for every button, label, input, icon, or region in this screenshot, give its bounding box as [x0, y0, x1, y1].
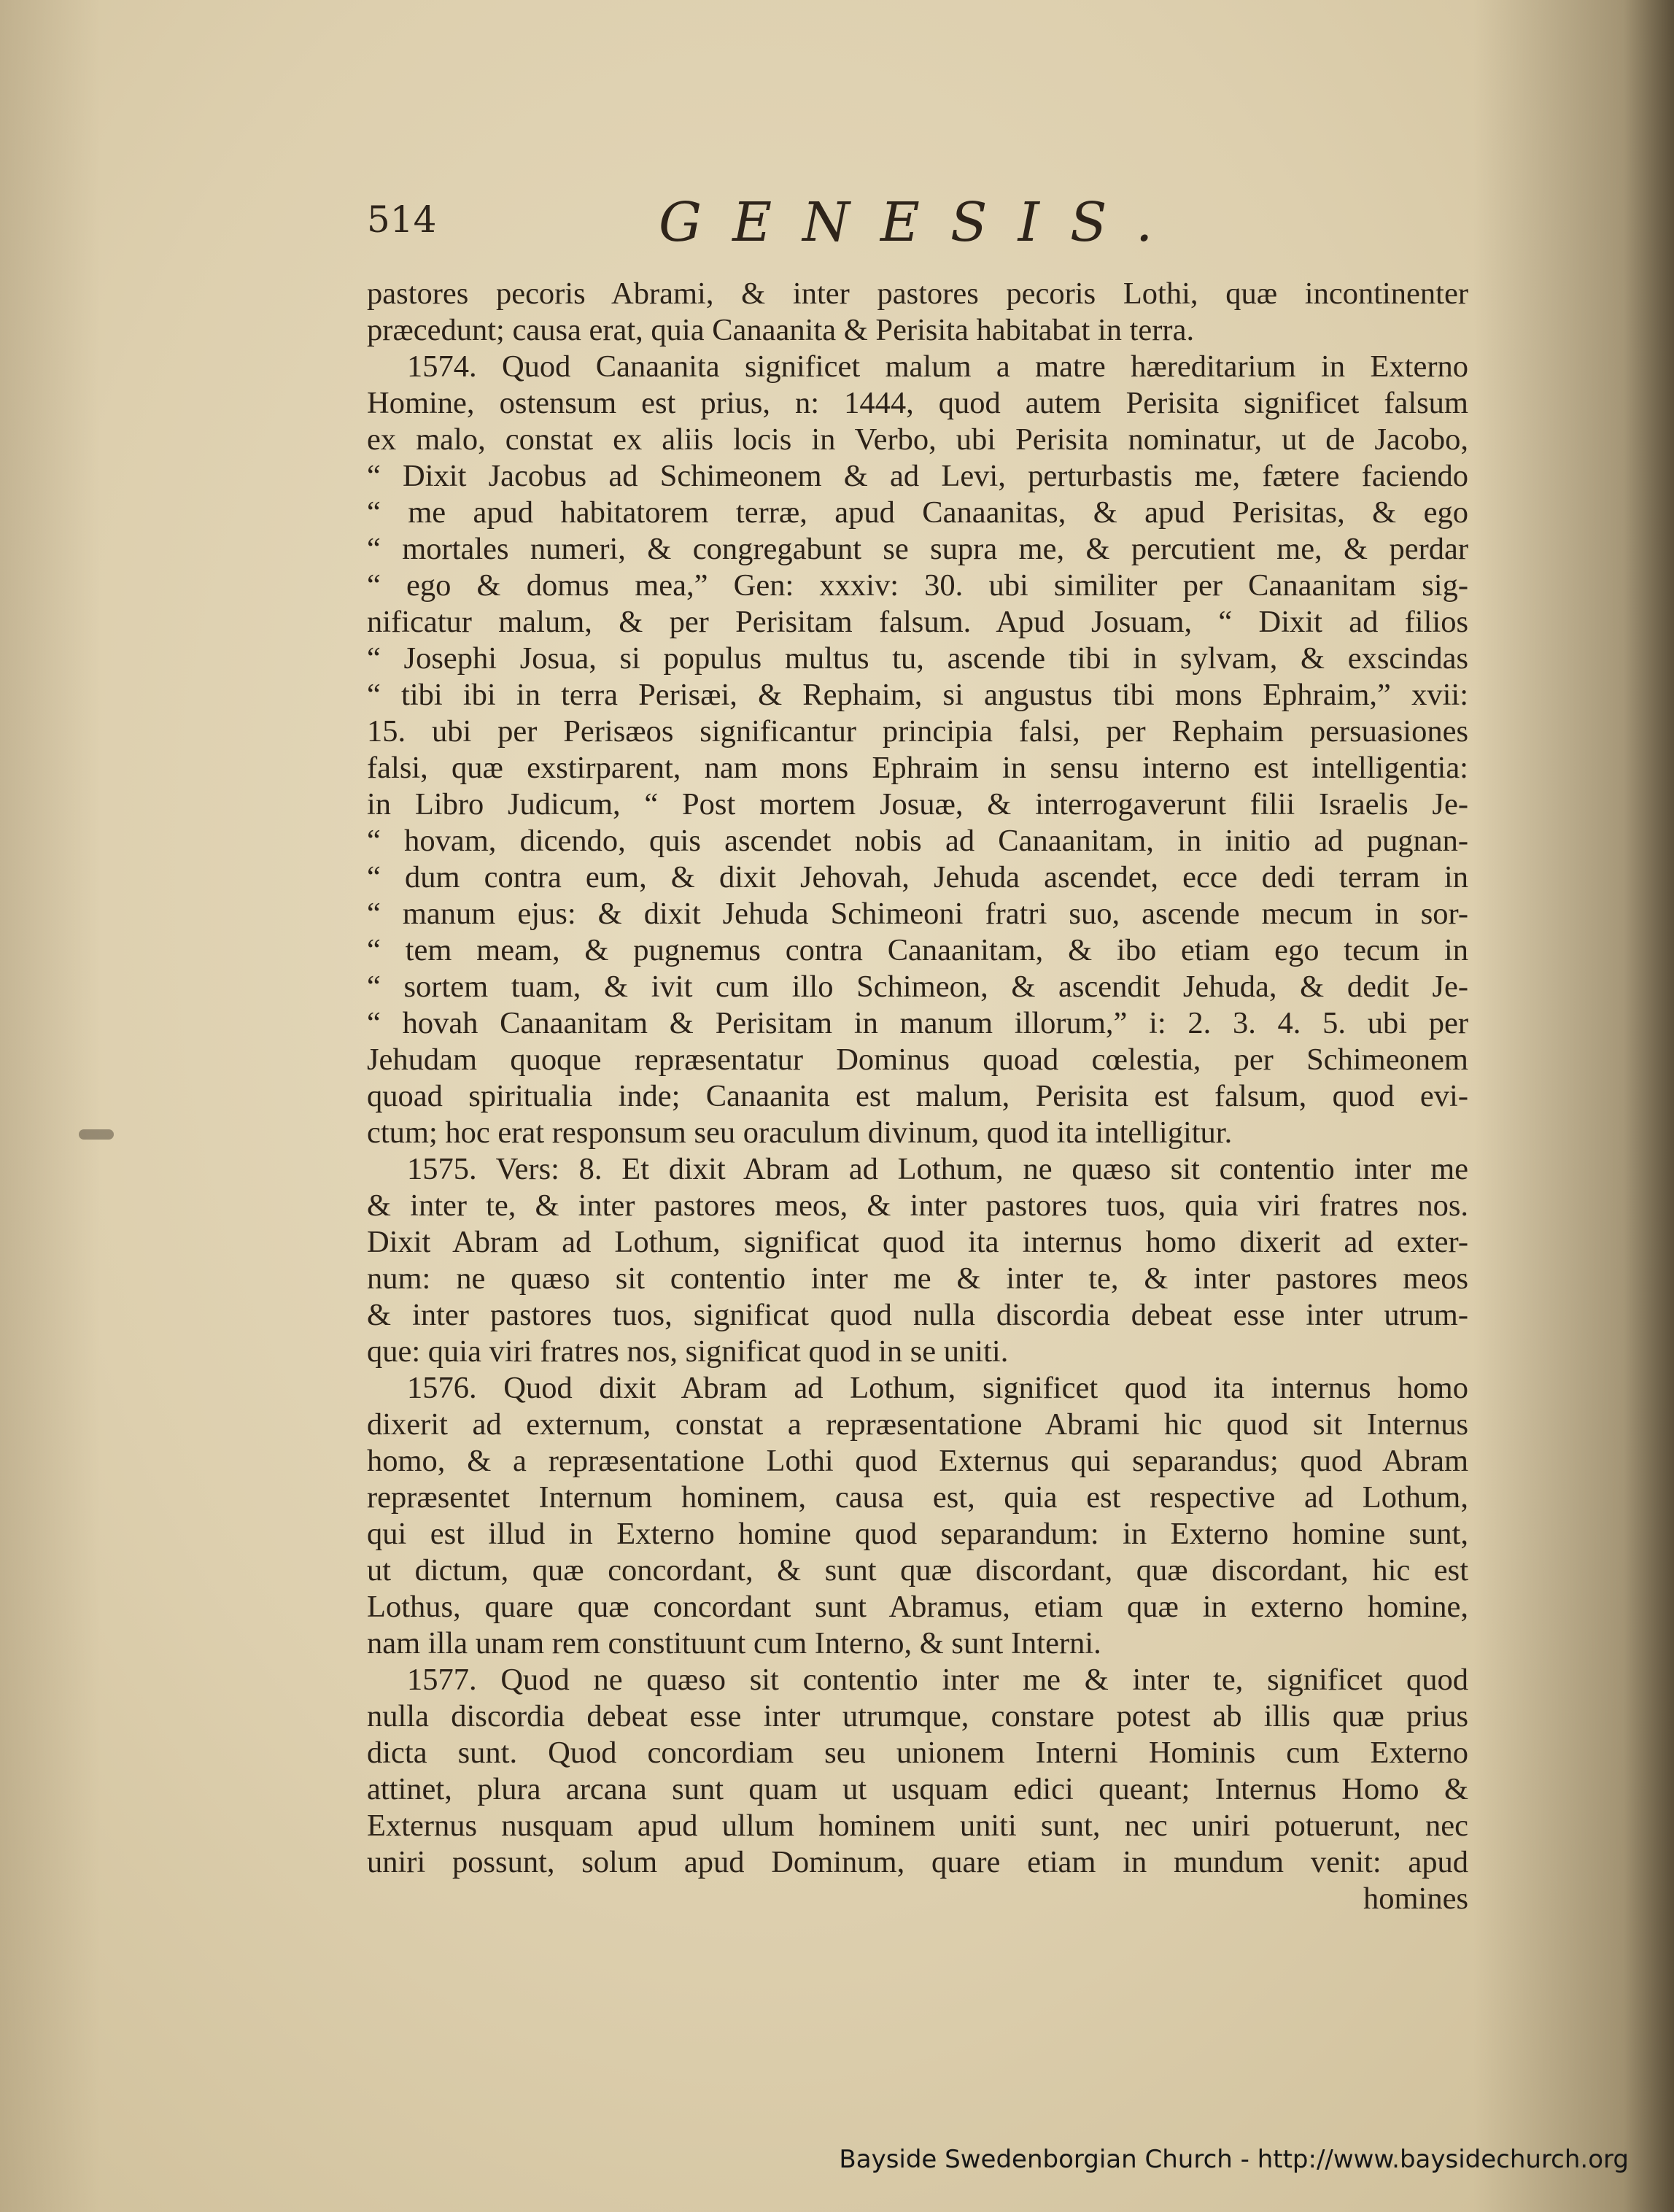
page-number: 514: [367, 198, 437, 241]
text-line: & inter te, & inter pastores meos, & inter pastores tuos, quia viri fratres nos.: [367, 1188, 1468, 1223]
text-line: attinet, plura arcana sunt quam ut usquam edici queant; Internus Homo &: [367, 1772, 1468, 1806]
text-line: “ me apud habitatorem terræ, apud Canaanitas, & apud Perisitas, & ego: [367, 495, 1468, 530]
text-line: “ Josephi Josua, si populus multus tu, ascende tibi in sylvam, & exscindas: [367, 641, 1468, 676]
text-line: Dixit Abram ad Lothum, significat quod ita internus homo dixerit ad exter-: [367, 1225, 1468, 1259]
text-line: “ manum ejus: & dixit Jehuda Schimeoni fratri suo, ascende mecum in sor-: [367, 897, 1468, 931]
text-line: Externus nusquam apud ullum hominem uniti sunt, nec uniri potuerunt, nec: [367, 1809, 1468, 1843]
text-line: Homine, ostensum est prius, n: 1444, quod autem Perisita significet falsum: [367, 386, 1468, 420]
text-line: in Libro Judicum, “ Post mortem Josuæ, & interrogaverunt filii Israelis Je-: [367, 787, 1468, 821]
text-line: præcedunt; causa erat, quia Canaanita & Perisita habitabat in terra.: [367, 313, 1195, 347]
text-line: quoad spiritualia inde; Canaanita est malum, Perisita est falsum, quod evi-: [367, 1079, 1468, 1113]
footer-credit: Bayside Swedenborgian Church - http://www.baysidechurch.org: [839, 2145, 1629, 2174]
text-line: 1577. Quod ne quæso sit contentio inter me & inter te, significet quod: [407, 1663, 1468, 1697]
text-line: 15. ubi per Perisæos significantur principia falsi, per Rephaim persuasiones: [367, 714, 1468, 749]
text-line: “ Dixit Jacobus ad Schimeonem & ad Levi, perturbastis me, fætere faciendo: [367, 459, 1468, 493]
text-line: “ hovam, dicendo, quis ascendet nobis ad Canaanitam, in initio ad pugnan-: [367, 824, 1468, 858]
text-line: “ mortales numeri, & congregabunt se supra me, & percutient me, & perdar: [367, 532, 1468, 566]
text-line: 1575. Vers: 8. Et dixit Abram ad Lothum, ne quæso sit contentio inter me: [407, 1152, 1468, 1186]
text-line: “ hovah Canaanitam & Perisitam in manum illorum,” i: 2. 3. 4. 5. ubi per: [367, 1006, 1468, 1040]
text-line: uniri possunt, solum apud Dominum, quare etiam in mundum venit: apud: [367, 1845, 1468, 1879]
text-line: homo, & a repræsentatione Lothi quod Externus qui separandus; quod Abram: [367, 1444, 1468, 1478]
text-line: repræsentet Internum hominem, causa est, quia est respective ad Lothum,: [367, 1480, 1468, 1515]
text-line: ut dictum, quæ concordant, & sunt quæ discordant, quæ discordant, hic est: [367, 1553, 1468, 1588]
running-title: GENESIS.: [659, 191, 1184, 254]
text-line: “ tibi ibi in terra Perisæi, & Rephaim, si angustus tibi mons Ephraim,” xvii:: [367, 678, 1468, 712]
text-line: Jehudam quoque repræsentatur Dominus quoad cœlestia, per Schimeonem: [367, 1043, 1468, 1077]
text-line: falsi, quæ exstirparent, nam mons Ephraim in sensu interno est intelligentia:: [367, 751, 1468, 785]
text-line: “ dum contra eum, & dixit Jehovah, Jehuda ascendet, ecce dedi terram in: [367, 860, 1468, 894]
text-line: pastores pecoris Abrami, & inter pastores pecoris Lothi, quæ incontinenter: [367, 276, 1468, 311]
text-line: nulla discordia debeat esse inter utrumque, constare potest ab illis quæ prius: [367, 1699, 1468, 1733]
page-header: [367, 191, 1468, 257]
text-line: 1574. Quod Canaanita significet malum a matre hæreditarium in Externo: [407, 349, 1468, 384]
text-line: Lothus, quare quæ concordant sunt Abramus, etiam quæ in externo homine,: [367, 1590, 1468, 1624]
text-line: num: ne quæso sit contentio inter me & inter te, & inter pastores meos: [367, 1261, 1468, 1296]
text-line: qui est illud in Externo homine quod separandum: in Externo homine sunt,: [367, 1517, 1468, 1551]
text-line: “ ego & domus mea,” Gen: xxxiv: 30. ubi similiter per Canaanitam sig-: [367, 568, 1468, 603]
text-line: dicta sunt. Quod concordiam seu unionem Interni Hominis cum Externo: [367, 1736, 1468, 1770]
text-line: “ tem meam, & pugnemus contra Canaanitam, & ibo etiam ego tecum in: [367, 933, 1468, 967]
page-smudge: [79, 1129, 114, 1140]
body-text: [367, 276, 1468, 1917]
text-line: homines: [1363, 1882, 1468, 1916]
text-line: ex malo, constat ex aliis locis in Verbo, ubi Perisita nominatur, ut de Jacobo,: [367, 422, 1468, 457]
text-line: & inter pastores tuos, significat quod nulla discordia debeat esse inter utrum-: [367, 1298, 1468, 1332]
text-line: ctum; hoc erat responsum seu oraculum divinum, quod ita intelligitur.: [367, 1115, 1233, 1150]
text-line: “ sortem tuam, & ivit cum illo Schimeon, & ascendit Jehuda, & dedit Je-: [367, 970, 1468, 1004]
text-line: dixerit ad externum, constat a repræsentatione Abrami hic quod sit Internus: [367, 1407, 1468, 1442]
text-line: que: quia viri fratres nos, significat quod in se uniti.: [367, 1334, 1009, 1369]
text-line: 1576. Quod dixit Abram ad Lothum, significet quod ita internus homo: [407, 1371, 1468, 1405]
text-line: nam illa unam rem constituunt cum Interno, & sunt Interni.: [367, 1626, 1101, 1660]
text-line: nificatur malum, & per Perisitam falsum. Apud Josuam, “ Dixit ad filios: [367, 605, 1468, 639]
